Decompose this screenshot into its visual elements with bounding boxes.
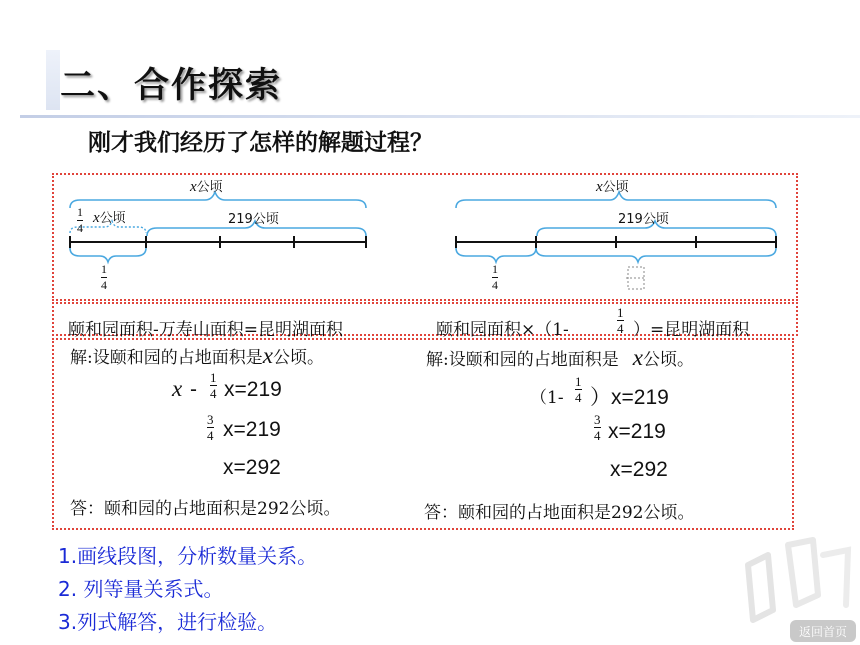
left-part-fraction: 1 4 xyxy=(77,205,83,235)
left-eq1-rest: x=219 xyxy=(224,378,282,401)
right-bottom-brace xyxy=(456,248,536,262)
right-eq1-prefix: （1- xyxy=(530,388,564,408)
step-1: 1.画线段图，分析数量关系。 xyxy=(58,544,318,568)
left-eq3: x=292 xyxy=(223,456,281,479)
left-eq2-fraction: 3 4 xyxy=(207,412,214,443)
left-eq1-var: x xyxy=(172,376,183,401)
left-total-label: x公顷 xyxy=(190,179,223,195)
step-3: 3.列式解答，进行检验。 xyxy=(58,610,278,634)
page-title: 二、合作探索 xyxy=(60,66,283,106)
left-bottom-fraction: 1 4 xyxy=(101,262,107,292)
left-eq2-rest: x=219 xyxy=(223,418,281,441)
page-subtitle: 刚才我们经历了怎样的解题过程？ xyxy=(88,130,433,156)
left-part-label: x公顷 xyxy=(93,210,126,226)
left-solution-setup: 解:设颐和园的占地面积是x公顷。 xyxy=(70,343,324,368)
right-total-label: x公顷 xyxy=(596,179,629,195)
relation-right-prefix: 颐和园面积×（1- xyxy=(436,320,569,340)
right-eq2-fraction: 3 4 xyxy=(594,412,601,443)
left-eq1-fraction: 1 4 xyxy=(210,370,217,401)
back-home-button[interactable]: 返回首页 xyxy=(790,620,856,642)
left-answer: 答：颐和园的占地面积是292公顷。 xyxy=(70,499,341,519)
left-eq1-minus: - xyxy=(190,378,197,401)
left-bottom-brace xyxy=(70,248,146,262)
title-accent-bar xyxy=(46,50,60,110)
right-eq1-rest: ）x=219 xyxy=(590,386,669,409)
right-bottom-brace-blank xyxy=(536,248,776,262)
relation-left: 颐和园面积-万寿山面积=昆明湖面积 xyxy=(68,320,343,340)
right-eq3: x=292 xyxy=(610,458,668,481)
relation-right-suffix: ）=昆明湖面积 xyxy=(633,320,750,340)
right-solution-setup: 解:设颐和园的占地面积是 x公顷。 xyxy=(426,345,694,370)
step-2: 2. 列等量关系式。 xyxy=(58,577,224,601)
right-eq1-fraction: 1 4 xyxy=(575,374,582,405)
right-eq2-rest: x=219 xyxy=(608,420,666,443)
title-underline xyxy=(20,115,860,118)
relation-right-fraction: 1 4 xyxy=(617,305,624,336)
right-answer: 答：颐和园的占地面积是292公顷。 xyxy=(424,503,695,523)
right-rest-label: 219公顷 xyxy=(618,212,669,227)
left-rest-label: 219公顷 xyxy=(228,212,279,227)
right-bottom-fraction: 1 4 xyxy=(492,262,498,292)
